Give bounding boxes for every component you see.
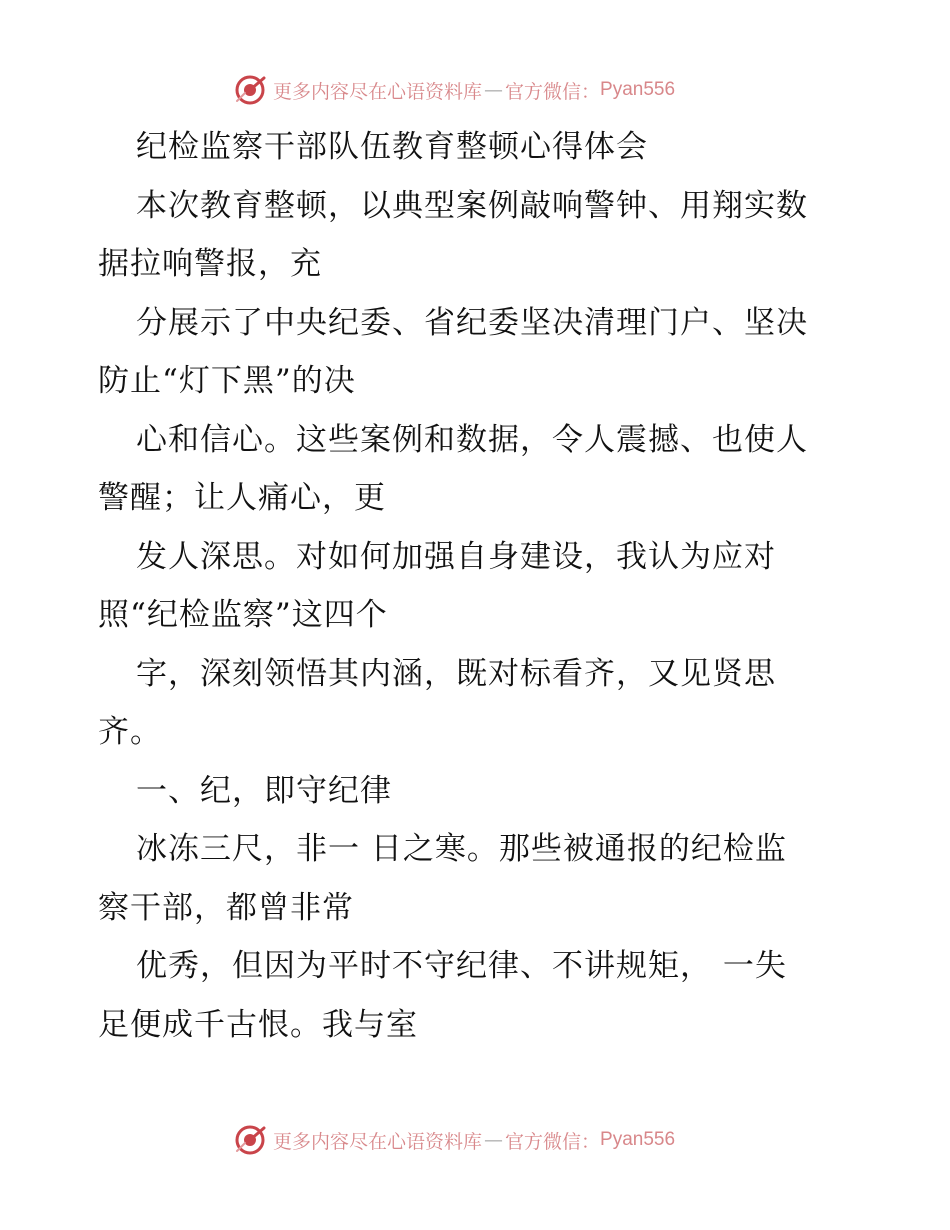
- header-watermark: [233, 70, 675, 110]
- text-line: 冰冻三尺，非一 日之寒。那些被通报的纪检监: [136, 831, 787, 867]
- document-body: [98, 118, 858, 1054]
- footer-watermark: [233, 1120, 675, 1160]
- text-line: 警醒；让人痛心，更: [98, 480, 386, 516]
- document-title: 纪检监察干部队伍教育整顿心得体会: [136, 129, 648, 165]
- pen-logo-icon: [233, 73, 267, 107]
- watermark-suffix: 官方微信：: [505, 1130, 601, 1153]
- watermark-id: Pyan556: [600, 79, 676, 100]
- text-line: 齐。: [98, 714, 162, 750]
- text-line: 察干部，都曾非常: [98, 889, 354, 926]
- text-line: 足便成千古恨。我与室: [98, 1006, 418, 1043]
- section-heading: 一、纪，即守纪律: [136, 772, 392, 809]
- pen-logo-icon: [233, 1123, 267, 1157]
- text-line: 优秀，但因为平时不守纪律、不讲规矩， 一失: [136, 948, 787, 984]
- watermark-separator: —: [484, 79, 504, 101]
- text-line: 字，深刻领悟其内涵，既对标看齐，又见贤思: [136, 655, 776, 692]
- watermark-separator: —: [484, 1129, 504, 1151]
- text-line: 据拉响警报，充: [98, 246, 322, 282]
- watermark-text: 更多内容尽在心语资料库: [273, 1130, 483, 1153]
- watermark-id: Pyan556: [600, 1129, 676, 1150]
- text-line: 防止“灯下黑”的决: [98, 363, 356, 399]
- watermark-text: 更多内容尽在心语资料库: [273, 80, 483, 103]
- text-line: 本次教育整顿，以典型案例敲响警钟、用翔实数: [136, 187, 808, 224]
- text-line: 分展示了中央纪委、省纪委坚决清理门户、坚决: [136, 304, 808, 341]
- text-line: 心和信心。这些案例和数据，令人震撼、也使人: [136, 421, 808, 458]
- watermark-suffix: 官方微信：: [505, 80, 601, 103]
- text-line: 发人深思。对如何加强自身建设，我认为应对: [136, 538, 776, 575]
- text-line: 照“纪检监察”这四个: [98, 597, 388, 633]
